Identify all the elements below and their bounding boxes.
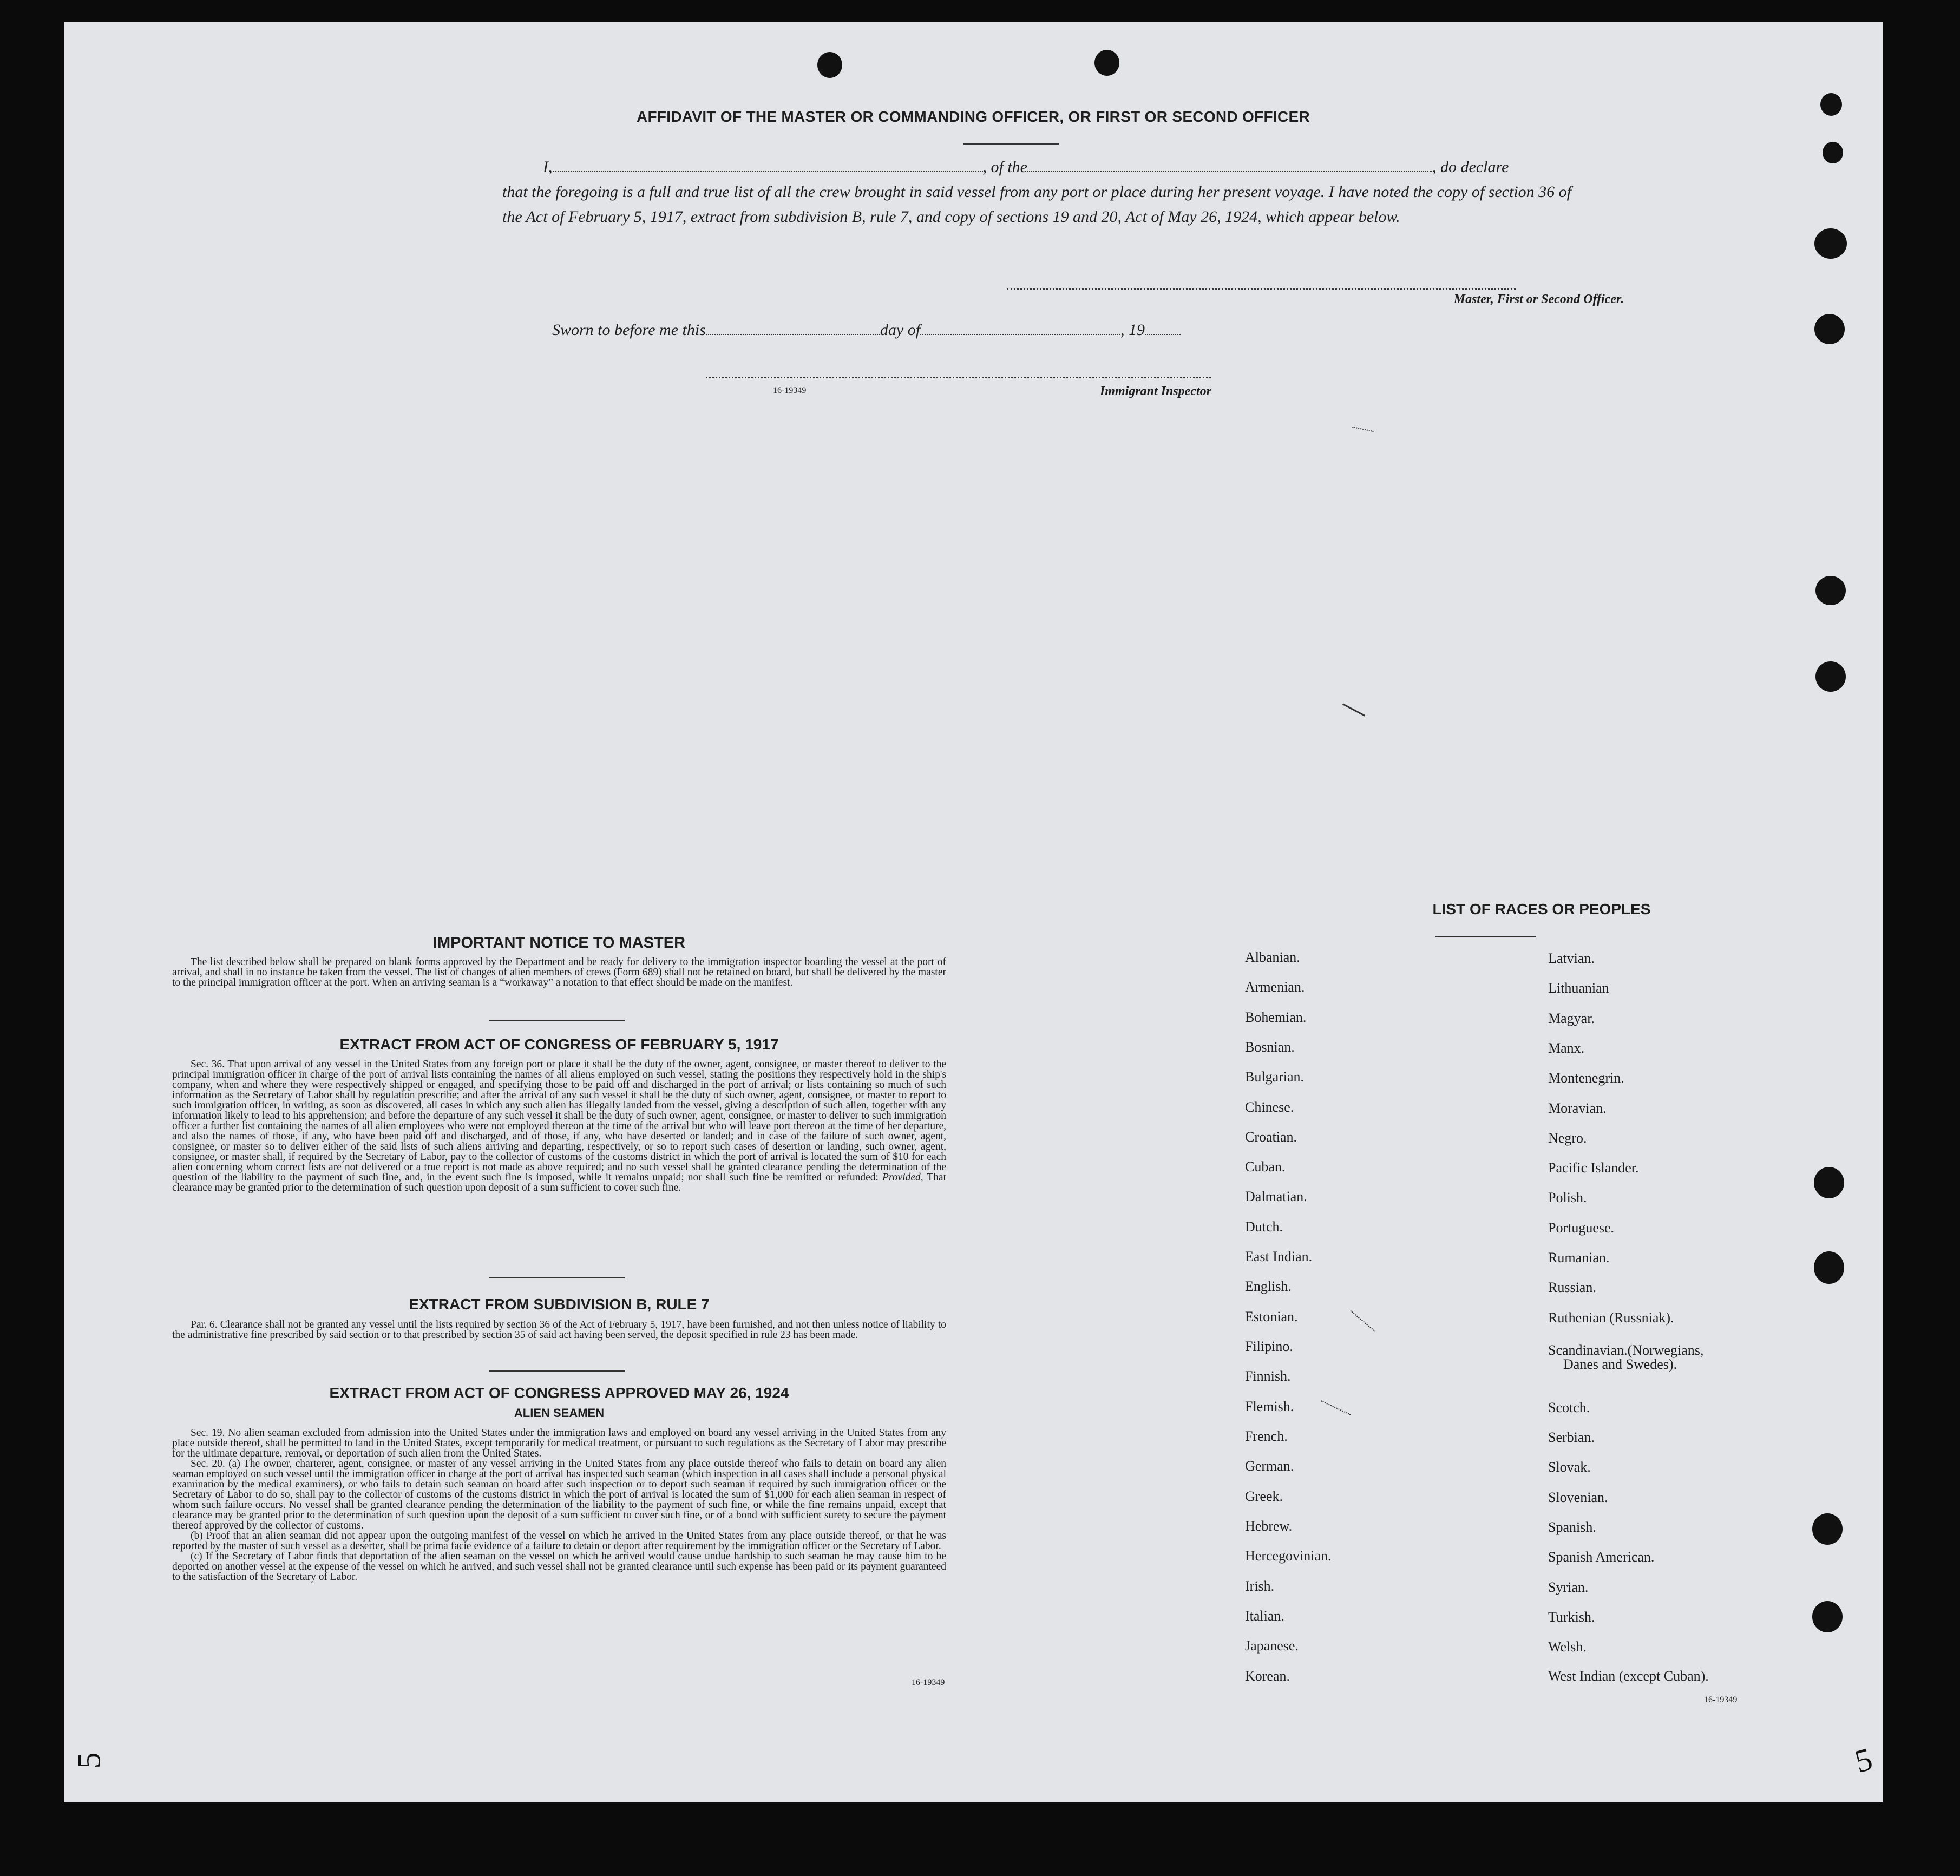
race-right: Welsh. xyxy=(1548,1639,1587,1655)
race-right: Pacific Islander. xyxy=(1548,1160,1639,1176)
race-left: Bosnian. xyxy=(1245,1039,1295,1055)
race-right: Montenegrin. xyxy=(1548,1070,1624,1086)
notice-title: IMPORTANT NOTICE TO MASTER xyxy=(432,934,686,952)
sec20b-text: (b) Proof that an alien seaman did not appear upon the outgoing manifest of the vessel on which he arrived in the United States from any place outside thereof, or that he was reported by the master of such vessel as a deserter, shall be prima facie evidence of a failure to detain or deport after requirement by the immigration officer or the Secretary of Labor. xyxy=(172,1530,946,1552)
race-left: English. xyxy=(1245,1278,1292,1294)
extract-form-number: 16-19349 xyxy=(912,1678,945,1687)
affidavit-statement: that the foregoing is a full and true list of all the crew brought in said vessel from any port or place during her present voyage. I have noted the copy of section 36 of the Act of February 5, 1917, extract from subdivision B, rule 7, and copy of sections 19 and 20, Act of May 26, 1924, which appear below. xyxy=(502,183,1571,226)
margin-page-mark-right: 5 xyxy=(1851,1741,1876,1780)
race-left: Korean. xyxy=(1245,1668,1290,1684)
sworn-year-label: , 19 xyxy=(1120,321,1145,339)
binder-hole xyxy=(1812,1601,1843,1632)
margin-page-mark-left: 5 xyxy=(71,1752,107,1769)
extract-1917-text xyxy=(172,1059,946,1193)
race-right: Scandinavian.(Norwegians, xyxy=(1548,1342,1704,1358)
race-right: Polish. xyxy=(1548,1190,1587,1205)
sworn-month-field[interactable] xyxy=(920,334,1120,335)
race-right: Spanish. xyxy=(1548,1519,1596,1535)
races-form-number: 16-19349 xyxy=(1704,1695,1738,1704)
race-right: Syrian. xyxy=(1548,1579,1589,1595)
extract-1917-block xyxy=(172,1059,946,1193)
affidavit-form-number: 16-19349 xyxy=(773,386,807,395)
binder-hole xyxy=(1814,314,1845,344)
race-left: Chinese. xyxy=(1245,1099,1294,1115)
signature-line[interactable] xyxy=(1007,288,1516,290)
race-right: Danes and Swedes). xyxy=(1563,1356,1677,1372)
race-left: German. xyxy=(1245,1458,1294,1474)
race-left: Estonian. xyxy=(1245,1309,1298,1324)
race-right: Moravian. xyxy=(1548,1100,1607,1116)
stray-mark xyxy=(1321,1400,1351,1415)
race-right: Turkish. xyxy=(1548,1609,1595,1625)
rule7-text: Par. 6. Clearance shall not be granted any vessel until the lists required by section 36 of the Act of February 5, 1917, have been furnished, and not then unless notice of liability to the administrative fine prescribed by said section or to that prescribed by section 35 of said act having been served, the deposit specified in rule 23 has been made. xyxy=(172,1319,946,1341)
sworn-line xyxy=(552,321,1310,339)
title-divider xyxy=(963,143,1059,145)
race-left: Filipino. xyxy=(1245,1339,1293,1354)
race-left: Armenian. xyxy=(1245,979,1305,995)
extract-1924-title: EXTRACT FROM ACT OF CONGRESS APPROVED MAY 26, 1924 xyxy=(329,1385,789,1401)
proviso-text: That clearance may be granted prior to the determination of such question upon deposit of a sum sufficient to cover such fine. xyxy=(172,1172,946,1193)
proviso-label: Provided, xyxy=(882,1172,923,1183)
sworn-date-field[interactable] xyxy=(706,334,880,335)
sworn-prefix: Sworn to before me this xyxy=(552,321,706,339)
rule7-title: EXTRACT FROM SUBDIVISION B, RULE 7 xyxy=(409,1296,710,1313)
extract-1924-block xyxy=(172,1428,946,1582)
race-right: Portuguese. xyxy=(1548,1220,1615,1236)
race-right: Russian. xyxy=(1548,1280,1596,1295)
notice-text: The list described below shall be prepared on blank forms approved by the Department and be ready for delivery to the immigration inspector boarding the vessel at the port of arrival, and shall in no instance be taken from the vessel. The list of changes of alien members of crews (Form 689) shall not be retained on board, but shall be delivered by the master to the principal immigration officer at the port. When an arriving seaman is a “workaway” a notation to that effect should be made on the manifest. xyxy=(172,956,946,988)
binder-hole xyxy=(1820,93,1842,116)
inspector-signature-line[interactable] xyxy=(706,377,1211,378)
binder-hole xyxy=(1814,228,1847,259)
race-left: Greek. xyxy=(1245,1488,1283,1504)
stray-mark xyxy=(1342,703,1365,716)
binder-hole xyxy=(1814,1167,1844,1198)
race-left: Finnish. xyxy=(1245,1368,1291,1384)
race-left: Albanian. xyxy=(1245,949,1300,965)
stray-mark xyxy=(1350,1310,1375,1332)
race-right: Slovak. xyxy=(1548,1459,1591,1475)
race-right: Lithuanian xyxy=(1548,980,1609,996)
race-right: Rumanian. xyxy=(1548,1250,1610,1265)
race-right: Spanish American. xyxy=(1548,1549,1655,1565)
race-right: Serbian. xyxy=(1548,1429,1595,1445)
stray-mark xyxy=(1352,427,1374,432)
signature-label: Master, First or Second Officer. xyxy=(1453,292,1624,306)
binder-hole xyxy=(1815,576,1846,605)
race-right: West Indian (except Cuban). xyxy=(1548,1668,1709,1684)
binder-hole xyxy=(1823,142,1843,163)
race-left: Bulgarian. xyxy=(1245,1069,1305,1085)
race-right: Scotch. xyxy=(1548,1400,1590,1415)
race-left: Hebrew. xyxy=(1245,1518,1293,1534)
race-left: Cuban. xyxy=(1245,1159,1286,1175)
race-left: Flemish. xyxy=(1245,1399,1294,1414)
notice-text-block xyxy=(172,957,946,988)
vessel-name-field[interactable] xyxy=(1027,171,1432,172)
race-left: Dutch. xyxy=(1245,1219,1283,1235)
binder-hole xyxy=(1812,1513,1843,1545)
vessel-prefix: , of the xyxy=(982,158,1027,176)
race-left: Italian. xyxy=(1245,1608,1284,1624)
declarant-prefix: I, xyxy=(543,158,553,176)
race-right: Manx. xyxy=(1548,1040,1585,1056)
race-left: French. xyxy=(1245,1428,1288,1444)
sec20c-text: (c) If the Secretary of Labor finds that deportation of the alien seaman on the vessel on which he arrived would cause undue hardship to such seaman he may cause him to be deported on another vessel at the expense of the vessel on which he arrived, and such vessel shall not be granted clearance until such expense has been paid or its payment guaranteed to the satisfaction of the Secretary of Labor. xyxy=(172,1551,946,1583)
declarant-name-field[interactable] xyxy=(553,171,983,172)
section-divider xyxy=(489,1277,625,1278)
race-left: Croatian. xyxy=(1245,1129,1297,1145)
extract-1924-subtitle: ALIEN SEAMEN xyxy=(514,1406,605,1420)
race-right: Latvian. xyxy=(1548,950,1595,966)
race-right: Slovenian. xyxy=(1548,1490,1608,1505)
affidavit-title: AFFIDAVIT OF THE MASTER OR COMMANDING OFFICER, OR FIRST OR SECOND OFFICER xyxy=(636,108,1310,125)
race-right: Magyar. xyxy=(1548,1011,1595,1026)
section-divider xyxy=(489,1370,625,1372)
race-left: Dalmatian. xyxy=(1245,1189,1307,1204)
sworn-day-label: day of xyxy=(880,321,921,339)
binder-hole xyxy=(1815,661,1846,692)
binder-hole xyxy=(1094,50,1119,76)
race-right: Ruthenian (Russniak). xyxy=(1548,1310,1674,1326)
sec36-text: Sec. 36. That upon arrival of any vessel in the United States from any foreign port or place it shall be the duty of the owner, agent, consignee, or master thereof to deliver to the principal immigration officer in charge of the port of arrival lists containing the names of all aliens employed on such vessel, stating the positions they respectively hold in the ship's company, when and where they were respectively shipped or engaged, and specifying those to be paid off and discharged in the port of arrival; or lists containing so much of such information as the Secretary of Labor shall by regulation prescribe; and after the arrival of any such vessel it shall be the duty of such owner, agent, consignee, or master to report to such immigration officer, in writing, as soon as discovered, all cases in which any such alien has illegally landed from the vessel, giving a description of such alien, together with any information likely to lead to his apprehension; and before the departure of any such vessel it shall be the duty of such owner, agent, consignee, or master to deliver to such immigration officer a further list containing the names of all alien employees who were not employed thereon at the time of the arrival but who will leave port thereon at the time of her departure, and also the names of those, if any, who have been paid off and discharged, and of those, if any, who have deserted or landed; and in case of the failure of such owner, agent, consignee, or master so to deliver either of the said lists of such aliens arriving and departing, respectively, or so to report such cases of desertion or landing, such owner, agent, consignee, or master shall, if required by the Secretary of Labor, pay to the collector of customs of the customs district in which the port of arrival is located the sum of $10 for each alien concerning whom correct lists are not delivered or a true report is not made as above required; and no such vessel shall be granted clearance pending the determination of the question of the liability to the payment of such fine, and, in the event such fine is imposed, while it remains unpaid; nor shall such fine be remitted or refunded: xyxy=(172,1059,946,1183)
race-left: Irish. xyxy=(1245,1578,1275,1594)
races-divider xyxy=(1435,936,1536,937)
race-left: Bohemian. xyxy=(1245,1009,1307,1025)
sec19-text: Sec. 19. No alien seaman excluded from admission into the United States under the immigration laws and employed on board any vessel arriving in the United States from any place outside thereof, shall be permitted to land in the United States, except temporarily for medical treatment, or pursuant to such regulations as the Secretary of Labor may prescribe for the ultimate departure, removal, or deportation of such alien from the United States. xyxy=(172,1427,946,1459)
binder-hole xyxy=(817,52,842,78)
section-divider xyxy=(489,1020,625,1021)
rule7-block xyxy=(172,1320,946,1340)
sec20a-text: Sec. 20. (a) The owner, charterer, agent, consignee, or master of any vessel arriving in the United States from any place outside thereof who fails to detain on board any alien seaman employed on such vessel until the immigration officer in charge at the port of arrival has inspected such seaman (which inspection in all cases shall include a personal physical examination by the medical examiners), or who fails to detain such seaman on board after such inspection or to deport such seaman if required by such immigration officer or the Secretary of Labor to do so, shall pay to the collector of customs of the customs district in which the port of arrival is located the sum of $1,000 for each alien seaman in respect of whom such failure occurs. No vessel shall be granted clearance pending the determination of the liability to the payment of such fine, or while the fine remains unpaid, except that clearance may be granted prior to the determination of such question upon the deposit of a sum sufficient to cover such fine, or of a bond with sufficient surety to secure the payment thereof approved by the collector of customs. xyxy=(172,1458,946,1531)
declaration-line xyxy=(502,158,1579,176)
document-page xyxy=(64,22,1883,1802)
binder-hole xyxy=(1814,1251,1844,1284)
extract-1917-title: EXTRACT FROM ACT OF CONGRESS OF FEBRUARY 5, 1917 xyxy=(339,1036,779,1053)
inspector-label: Immigrant Inspector xyxy=(1099,384,1211,398)
races-title: LIST OF RACES OR PEOPLES xyxy=(1432,901,1651,917)
race-left: East Indian. xyxy=(1245,1249,1313,1264)
race-left: Japanese. xyxy=(1245,1638,1299,1654)
sworn-year-field[interactable] xyxy=(1145,334,1181,335)
declare-suffix: , do declare xyxy=(1432,158,1509,176)
race-left: Hercegovinian. xyxy=(1245,1548,1332,1564)
race-right: Negro. xyxy=(1548,1130,1587,1146)
